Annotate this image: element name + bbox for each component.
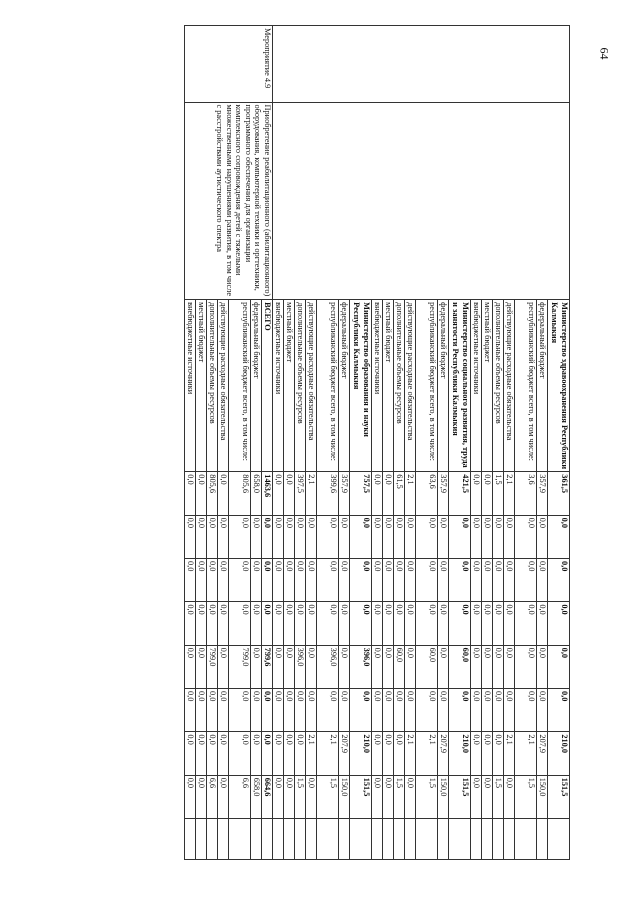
amount-cell: 0,0: [306, 602, 317, 645]
amount-cell: 151,5: [449, 775, 471, 818]
amount-cell: 0,0: [493, 732, 504, 775]
amount-cell: 805,6: [229, 472, 251, 515]
amount-cell: 361,5: [548, 472, 570, 515]
amount-cell: 0,0: [273, 472, 284, 515]
amount-cell: 0,0: [196, 472, 207, 515]
amount-cell: 2,1: [306, 732, 317, 775]
table-row: [262, 26, 273, 860]
amount-cell: 0,0: [295, 558, 306, 601]
spacer-cell: [350, 819, 372, 860]
amount-cell: 0,0: [350, 602, 372, 645]
amount-cell: 0,0: [218, 775, 229, 818]
amount-cell: 2,1: [515, 732, 537, 775]
amount-cell: 0,0: [471, 689, 482, 732]
amount-cell: 0,0: [548, 689, 570, 732]
amount-cell: 0,0: [350, 515, 372, 558]
amount-cell: 0,0: [218, 602, 229, 645]
amount-cell: 0,0: [273, 645, 284, 688]
measure-code: Мероприятие 4.9: [185, 26, 273, 103]
amount-cell: 0,0: [284, 645, 295, 688]
spacer-cell: [537, 819, 548, 860]
funding-source-label: действующие расходные обязательства: [504, 300, 515, 472]
spacer-cell: [339, 819, 350, 860]
amount-cell: 1,5: [394, 775, 405, 818]
amount-cell: 150,0: [537, 775, 548, 818]
spacer-cell: [438, 819, 449, 860]
amount-cell: 0,0: [493, 602, 504, 645]
amount-cell: 0,0: [295, 732, 306, 775]
amount-cell: 0,0: [548, 558, 570, 601]
amount-cell: 0,0: [493, 645, 504, 688]
amount-cell: 0,0: [339, 645, 350, 688]
amount-cell: 0,0: [383, 515, 394, 558]
spacer-cell: [207, 819, 218, 860]
amount-cell: 357,9: [537, 472, 548, 515]
amount-cell: 0,0: [229, 689, 251, 732]
amount-cell: 3,6: [515, 472, 537, 515]
amount-cell: 0,0: [196, 732, 207, 775]
amount-cell: 0,0: [515, 689, 537, 732]
amount-cell: 0,0: [482, 602, 493, 645]
amount-cell: 0,0: [229, 558, 251, 601]
amount-cell: 61,5: [394, 472, 405, 515]
amount-cell: 0,0: [537, 689, 548, 732]
amount-cell: 0,0: [383, 602, 394, 645]
amount-cell: 0,0: [295, 602, 306, 645]
spacer-cell: [284, 819, 295, 860]
spacer-cell: [471, 819, 482, 860]
amount-cell: 658,0: [251, 775, 262, 818]
amount-cell: 0,0: [306, 558, 317, 601]
amount-cell: 0,0: [295, 689, 306, 732]
amount-cell: 0,0: [416, 558, 438, 601]
amount-cell: 0,0: [537, 645, 548, 688]
spacer-cell: [493, 819, 504, 860]
amount-cell: 0,0: [207, 558, 218, 601]
amount-cell: 0,0: [394, 732, 405, 775]
amount-cell: 60,0: [394, 645, 405, 688]
amount-cell: 0,0: [262, 515, 273, 558]
amount-cell: 0,0: [515, 602, 537, 645]
rotated-table-wrapper: [35, 25, 570, 860]
amount-cell: 0,0: [185, 602, 196, 645]
amount-cell: 0,0: [504, 775, 515, 818]
amount-cell: 0,0: [394, 689, 405, 732]
amount-cell: 0,0: [339, 602, 350, 645]
amount-cell: 0,0: [482, 515, 493, 558]
amount-cell: 0,0: [482, 645, 493, 688]
amount-cell: 0,0: [394, 515, 405, 558]
amount-cell: 0,0: [471, 645, 482, 688]
amount-cell: 0,0: [383, 472, 394, 515]
amount-cell: 1,5: [295, 775, 306, 818]
amount-cell: 0,0: [317, 689, 339, 732]
amount-cell: 0,0: [372, 515, 383, 558]
funding-source-label: республиканский бюджет всего, в том числе:: [515, 300, 537, 472]
amount-cell: 0,0: [185, 515, 196, 558]
funding-source-label: дополнительные объемы ресурсов: [394, 300, 405, 472]
spacer-cell: [218, 819, 229, 860]
measure-name: Приобретение реабилитационного (абилитационного) оборудования, компьютерной техники и оргтехники, программного обеспечения для организации комплексного сопровождения детей с тяжелыми множественными нарушениями развития, в том числе с расстройствами аутистического спектра: [185, 102, 273, 300]
amount-cell: 0,0: [218, 645, 229, 688]
amount-cell: 0,0: [471, 602, 482, 645]
amount-cell: 0,0: [306, 515, 317, 558]
amount-cell: 0,0: [339, 558, 350, 601]
amount-cell: 1,5: [493, 775, 504, 818]
measure-code: [273, 26, 570, 103]
amount-cell: 664,6: [262, 775, 273, 818]
amount-cell: 0,0: [405, 645, 416, 688]
amount-cell: 0,0: [273, 558, 284, 601]
amount-cell: 60,0: [416, 645, 438, 688]
amount-cell: 0,0: [438, 558, 449, 601]
amount-cell: 421,5: [449, 472, 471, 515]
measure-name: [273, 102, 570, 300]
funding-source-label: Министерство социального развития, труда и занятости Республики Калмыкия: [449, 300, 471, 472]
amount-cell: 799,6: [262, 645, 273, 688]
amount-cell: 757,5: [350, 472, 372, 515]
amount-cell: 0,0: [229, 602, 251, 645]
amount-cell: 357,9: [339, 472, 350, 515]
amount-cell: 0,0: [504, 602, 515, 645]
funding-source-label: местный бюджет: [284, 300, 295, 472]
spacer-cell: [482, 819, 493, 860]
funding-source-label: внебюджетные источники: [185, 300, 196, 472]
amount-cell: 2,1: [405, 732, 416, 775]
amount-cell: 0,0: [185, 558, 196, 601]
spacer-cell: [306, 819, 317, 860]
amount-cell: 805,6: [207, 472, 218, 515]
amount-cell: 0,0: [251, 689, 262, 732]
funding-source-label: внебюджетные источники: [471, 300, 482, 472]
amount-cell: 0,0: [372, 645, 383, 688]
amount-cell: 0,0: [416, 602, 438, 645]
amount-cell: 60,0: [449, 645, 471, 688]
amount-cell: 1,5: [317, 775, 339, 818]
amount-cell: 0,0: [218, 558, 229, 601]
amount-cell: 0,0: [482, 472, 493, 515]
amount-cell: 63,6: [416, 472, 438, 515]
amount-cell: 0,0: [251, 558, 262, 601]
amount-cell: 0,0: [405, 515, 416, 558]
amount-cell: 0,0: [405, 602, 416, 645]
amount-cell: 0,0: [372, 732, 383, 775]
spacer-cell: [372, 819, 383, 860]
amount-cell: 0,0: [537, 602, 548, 645]
amount-cell: 0,0: [372, 602, 383, 645]
amount-cell: 0,0: [306, 775, 317, 818]
amount-cell: 2,1: [317, 732, 339, 775]
amount-cell: 0,0: [471, 472, 482, 515]
amount-cell: 0,0: [471, 558, 482, 601]
amount-cell: 207,9: [438, 732, 449, 775]
amount-cell: 6,6: [229, 775, 251, 818]
amount-cell: 150,0: [339, 775, 350, 818]
amount-cell: 0,0: [185, 689, 196, 732]
amount-cell: 0,0: [537, 558, 548, 601]
amount-cell: 0,0: [449, 689, 471, 732]
amount-cell: 397,5: [295, 472, 306, 515]
amount-cell: 0,0: [405, 558, 416, 601]
funding-source-label: местный бюджет: [482, 300, 493, 472]
amount-cell: 0,0: [317, 558, 339, 601]
amount-cell: 0,0: [372, 558, 383, 601]
funding-source-label: дополнительные объемы ресурсов: [295, 300, 306, 472]
funding-source-label: местный бюджет: [196, 300, 207, 472]
amount-cell: 357,9: [438, 472, 449, 515]
amount-cell: 0,0: [207, 602, 218, 645]
funding-source-label: Министерство образования и науки Республики Калмыкия: [350, 300, 372, 472]
amount-cell: 0,0: [504, 558, 515, 601]
spacer-cell: [251, 819, 262, 860]
amount-cell: 0,0: [185, 775, 196, 818]
amount-cell: 0,0: [515, 558, 537, 601]
amount-cell: 0,0: [273, 689, 284, 732]
amount-cell: 0,0: [284, 689, 295, 732]
amount-cell: 0,0: [471, 732, 482, 775]
amount-cell: 0,0: [185, 645, 196, 688]
amount-cell: 0,0: [449, 515, 471, 558]
amount-cell: 1,5: [515, 775, 537, 818]
amount-cell: 0,0: [515, 515, 537, 558]
amount-cell: 0,0: [471, 775, 482, 818]
funding-source-label: действующие расходные обязательства: [306, 300, 317, 472]
amount-cell: 396,0: [295, 645, 306, 688]
amount-cell: 0,0: [372, 472, 383, 515]
amount-cell: 0,0: [548, 515, 570, 558]
amount-cell: 0,0: [350, 689, 372, 732]
amount-cell: 0,0: [262, 732, 273, 775]
budget-table: [184, 25, 570, 860]
amount-cell: 6,6: [207, 775, 218, 818]
funding-source-label: внебюджетные источники: [273, 300, 284, 472]
amount-cell: 0,0: [383, 689, 394, 732]
amount-cell: 0,0: [196, 558, 207, 601]
funding-source-label: дополнительные объемы ресурсов: [493, 300, 504, 472]
amount-cell: 0,0: [185, 472, 196, 515]
amount-cell: 0,0: [284, 602, 295, 645]
funding-source-label: федеральный бюджет: [339, 300, 350, 472]
spacer-cell: [548, 819, 570, 860]
amount-cell: 2,1: [504, 472, 515, 515]
amount-cell: 0,0: [273, 775, 284, 818]
amount-cell: 0,0: [548, 645, 570, 688]
amount-cell: 0,0: [185, 732, 196, 775]
amount-cell: 799,0: [207, 645, 218, 688]
amount-cell: 0,0: [262, 602, 273, 645]
amount-cell: 0,0: [218, 689, 229, 732]
amount-cell: 0,0: [350, 558, 372, 601]
amount-cell: 0,0: [207, 515, 218, 558]
amount-cell: 0,0: [273, 732, 284, 775]
amount-cell: 0,0: [196, 689, 207, 732]
amount-cell: 0,0: [383, 732, 394, 775]
amount-cell: 0,0: [273, 515, 284, 558]
amount-cell: 151,5: [350, 775, 372, 818]
spacer-cell: [449, 819, 471, 860]
funding-source-label: ВСЕГО: [262, 300, 273, 472]
spacer-cell: [504, 819, 515, 860]
amount-cell: 0,0: [196, 645, 207, 688]
spacer-cell: [196, 819, 207, 860]
amount-cell: 0,0: [504, 645, 515, 688]
amount-cell: 0,0: [262, 689, 273, 732]
amount-cell: 0,0: [284, 775, 295, 818]
amount-cell: 210,0: [548, 732, 570, 775]
amount-cell: 0,0: [229, 732, 251, 775]
amount-cell: 0,0: [449, 602, 471, 645]
amount-cell: 0,0: [449, 558, 471, 601]
amount-cell: 399,6: [317, 472, 339, 515]
funding-source-label: республиканский бюджет всего, в том числе:: [229, 300, 251, 472]
amount-cell: 0,0: [207, 689, 218, 732]
funding-source-label: внебюджетные источники: [372, 300, 383, 472]
amount-cell: 658,0: [251, 472, 262, 515]
amount-cell: 0,0: [504, 515, 515, 558]
amount-cell: 0,0: [251, 515, 262, 558]
funding-source-label: федеральный бюджет: [537, 300, 548, 472]
amount-cell: 0,0: [394, 558, 405, 601]
page-number: 64: [597, 47, 612, 60]
funding-source-label: действующие расходные обязательства: [218, 300, 229, 472]
amount-cell: 1463,6: [262, 472, 273, 515]
amount-cell: 0,0: [416, 689, 438, 732]
amount-cell: 0,0: [339, 689, 350, 732]
spacer-cell: [229, 819, 251, 860]
spacer-cell: [273, 819, 284, 860]
amount-cell: 0,0: [537, 515, 548, 558]
amount-cell: 0,0: [438, 602, 449, 645]
amount-cell: 0,0: [383, 645, 394, 688]
amount-cell: 0,0: [438, 645, 449, 688]
funding-source-label: дополнительные объемы ресурсов: [207, 300, 218, 472]
amount-cell: 0,0: [251, 645, 262, 688]
spacer-cell: [515, 819, 537, 860]
amount-cell: 0,0: [482, 689, 493, 732]
amount-cell: 0,0: [438, 515, 449, 558]
amount-cell: 0,0: [548, 602, 570, 645]
amount-cell: 0,0: [317, 515, 339, 558]
funding-source-label: Министерство здравоохранения Республики Калмыкия: [548, 300, 570, 472]
amount-cell: 0,0: [372, 775, 383, 818]
amount-cell: 0,0: [416, 515, 438, 558]
amount-cell: 0,0: [273, 602, 284, 645]
table-row: [548, 26, 570, 860]
amount-cell: 0,0: [471, 515, 482, 558]
amount-cell: 396,0: [350, 645, 372, 688]
amount-cell: 0,0: [251, 732, 262, 775]
amount-cell: 0,0: [515, 645, 537, 688]
amount-cell: 0,0: [394, 602, 405, 645]
amount-cell: 0,0: [493, 515, 504, 558]
funding-source-label: действующие расходные обязательства: [405, 300, 416, 472]
amount-cell: 151,5: [548, 775, 570, 818]
amount-cell: 1,5: [416, 775, 438, 818]
amount-cell: 0,0: [405, 689, 416, 732]
amount-cell: 150,0: [438, 775, 449, 818]
spacer-cell: [317, 819, 339, 860]
table-body: [185, 26, 570, 860]
amount-cell: 0,0: [218, 515, 229, 558]
amount-cell: 2,1: [504, 732, 515, 775]
amount-cell: 0,0: [317, 602, 339, 645]
amount-cell: 0,0: [482, 732, 493, 775]
amount-cell: 0,0: [251, 602, 262, 645]
amount-cell: 0,0: [482, 775, 493, 818]
amount-cell: 0,0: [306, 689, 317, 732]
spacer-cell: [394, 819, 405, 860]
amount-cell: 0,0: [218, 732, 229, 775]
amount-cell: 2,1: [416, 732, 438, 775]
amount-cell: 0,0: [295, 515, 306, 558]
amount-cell: 0,0: [284, 732, 295, 775]
amount-cell: 0,0: [284, 558, 295, 601]
amount-cell: 1,5: [493, 472, 504, 515]
spacer-cell: [262, 819, 273, 860]
amount-cell: 0,0: [284, 472, 295, 515]
funding-source-label: федеральный бюджет: [438, 300, 449, 472]
amount-cell: 2,1: [306, 472, 317, 515]
amount-cell: 0,0: [493, 689, 504, 732]
amount-cell: 207,9: [339, 732, 350, 775]
amount-cell: 0,0: [493, 558, 504, 601]
amount-cell: 0,0: [218, 472, 229, 515]
amount-cell: 799,0: [229, 645, 251, 688]
funding-source-label: федеральный бюджет: [251, 300, 262, 472]
amount-cell: 207,9: [537, 732, 548, 775]
amount-cell: 210,0: [350, 732, 372, 775]
amount-cell: 0,0: [284, 515, 295, 558]
amount-cell: 0,0: [196, 515, 207, 558]
amount-cell: 0,0: [306, 645, 317, 688]
spacer-cell: [416, 819, 438, 860]
amount-cell: 0,0: [339, 515, 350, 558]
amount-cell: 0,0: [438, 689, 449, 732]
spacer-cell: [295, 819, 306, 860]
amount-cell: 0,0: [383, 558, 394, 601]
spacer-cell: [405, 819, 416, 860]
funding-source-label: республиканский бюджет всего, в том числе:: [317, 300, 339, 472]
funding-source-label: местный бюджет: [383, 300, 394, 472]
amount-cell: 0,0: [405, 775, 416, 818]
amount-cell: 0,0: [207, 732, 218, 775]
amount-cell: 2,1: [405, 472, 416, 515]
amount-cell: 396,0: [317, 645, 339, 688]
amount-cell: 0,0: [372, 689, 383, 732]
spacer-cell: [185, 819, 196, 860]
amount-cell: 0,0: [229, 515, 251, 558]
amount-cell: 0,0: [383, 775, 394, 818]
amount-cell: 210,0: [449, 732, 471, 775]
amount-cell: 0,0: [262, 558, 273, 601]
amount-cell: 0,0: [196, 775, 207, 818]
amount-cell: 0,0: [504, 689, 515, 732]
amount-cell: 0,0: [482, 558, 493, 601]
funding-source-label: республиканский бюджет всего, в том числе:: [416, 300, 438, 472]
spacer-cell: [383, 819, 394, 860]
amount-cell: 0,0: [196, 602, 207, 645]
